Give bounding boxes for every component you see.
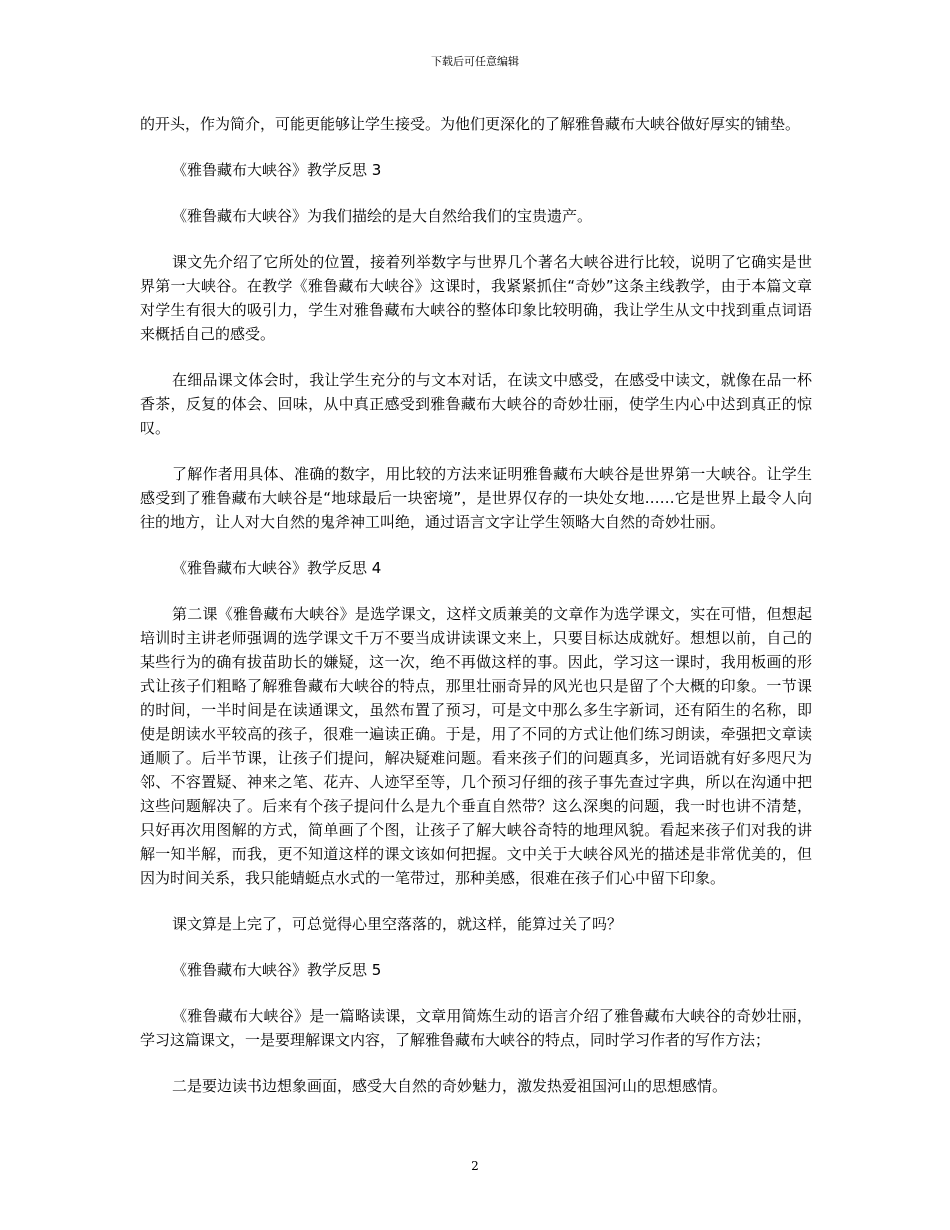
paragraph-intro-continuation: 的开头，作为简介，可能更能够让学生接受。为他们更深化的了解雅鲁藏布大峡谷做好厚实的铺垫。 bbox=[140, 115, 801, 133]
page-number: 2 bbox=[471, 1159, 479, 1173]
paragraph: 课文算是上完了，可总觉得心里空落落的，就这样，能算过关了吗？ bbox=[172, 915, 623, 933]
section-heading-reflection-3: 《雅鲁藏布大峡谷》教学反思 3 bbox=[172, 161, 382, 179]
section-heading-reflection-4: 《雅鲁藏布大峡谷》教学反思 4 bbox=[172, 559, 382, 577]
paragraph: 第二课《雅鲁藏布大峡谷》是选学课文，这样文质兼美的文章作为选学课文，实在可惜，但想起培训时主讲老师强调的选学课文千万不要当成讲读课文来上，只要目标达成就好。想想以前，自己的某些行为的确有拔苗助长的嫌疑，这一次，绝不再做这样的事。因此，学习这一课时，我用板画的形式让孩子们粗略了解雅鲁藏布大峡谷的特点，那里壮丽奇异的风光也只是留了个大概的印象。一节课的时间，一半时间是在读通课文，虽然布置了预习，可是文中那么多生字新词，还有陌生的名称，即使是朗读水平较高的孩子，很难一遍读正确。于是，用了不同的方式让他们练习朗读，牵强把文章读通顺了。后半节课，让孩子们提问，解决疑难问题。看来孩子们的问题真多，光词语就有好多咫尺为邻、不容置疑、神来之笔、花卉、人迹罕至等，几个预习仔细的孩子事先查过字典，所以在沟通中把这些问题解决了。后来有个孩子提问什么是九个垂直自然带？这么深奥的问题，我一时也讲不清楚，只好再次用图解的方式，简单画了个图，让孩子了解大峡谷奇特的地理风貌。看起来孩子们对我的讲解一知半解，而我，更不知道这样的课文该如何把握。文中关于大峡谷风光的描述是非常优美的，但因为时间关系，我只能蜻蜓点水式的一笔带过，那种美感，很难在孩子们心中留下印象。 bbox=[140, 605, 812, 887]
page-header: 下载后可任意编辑 bbox=[431, 55, 519, 68]
paragraph: 了解作者用具体、准确的数字，用比较的方法来证明雅鲁藏布大峡谷是世界第一大峡谷。让学生感受到了雅鲁藏布大峡谷是“地球最后一块密境”，是世界仅存的一块处女地……它是世界上最令人向往的地方，让人对大自然的鬼斧神工叫绝，通过语言文字让学生领略大自然的奇妙壮丽。 bbox=[140, 465, 812, 531]
paragraph: 在细品课文体会时，我让学生充分的与文本对话，在读文中感受，在感受中读文，就像在品一杯香茶，反复的体会、回味，从中真正感受到雅鲁藏布大峡谷的奇妙壮丽，使学生内心中迖到真正的惊叹。 bbox=[140, 371, 812, 437]
paragraph: 《雅鲁藏布大峡谷》为我们描绘的是大自然给我们的宝贵遗产。 bbox=[172, 207, 593, 225]
paragraph: 课文先介绍了它所处的位置，接着列举数字与世界几个著名大峡谷进行比较，说明了它确实是世界第一大峡谷。在教学《雅鲁藏布大峡谷》这课时，我紧紧抓住“奇妙”这条主线教学，由于本篇文章对学生有很大的吸引力，学生对雅鲁藏布大峡谷的整体印象比较明确，我让学生从文中找到重点词语来概括自己的感受。 bbox=[140, 253, 812, 343]
paragraph: 二是要边读书边想象画面，感受大自然的奇妙魅力，激发热爱祖国河山的思想感情。 bbox=[172, 1077, 728, 1095]
section-heading-reflection-5: 《雅鲁藏布大峡谷》教学反思 5 bbox=[172, 961, 382, 979]
paragraph: 《雅鲁藏布大峡谷》是一篇略读课，文章用简炼生动的语言介绍了雅鲁藏布大峡谷的奇妙壮丽，学习这篇课文，一是要理解课文内容，了解雅鲁藏布大峡谷的特点，同时学习作者的写作方法； bbox=[140, 1007, 812, 1049]
document-body bbox=[140, 112, 812, 1120]
